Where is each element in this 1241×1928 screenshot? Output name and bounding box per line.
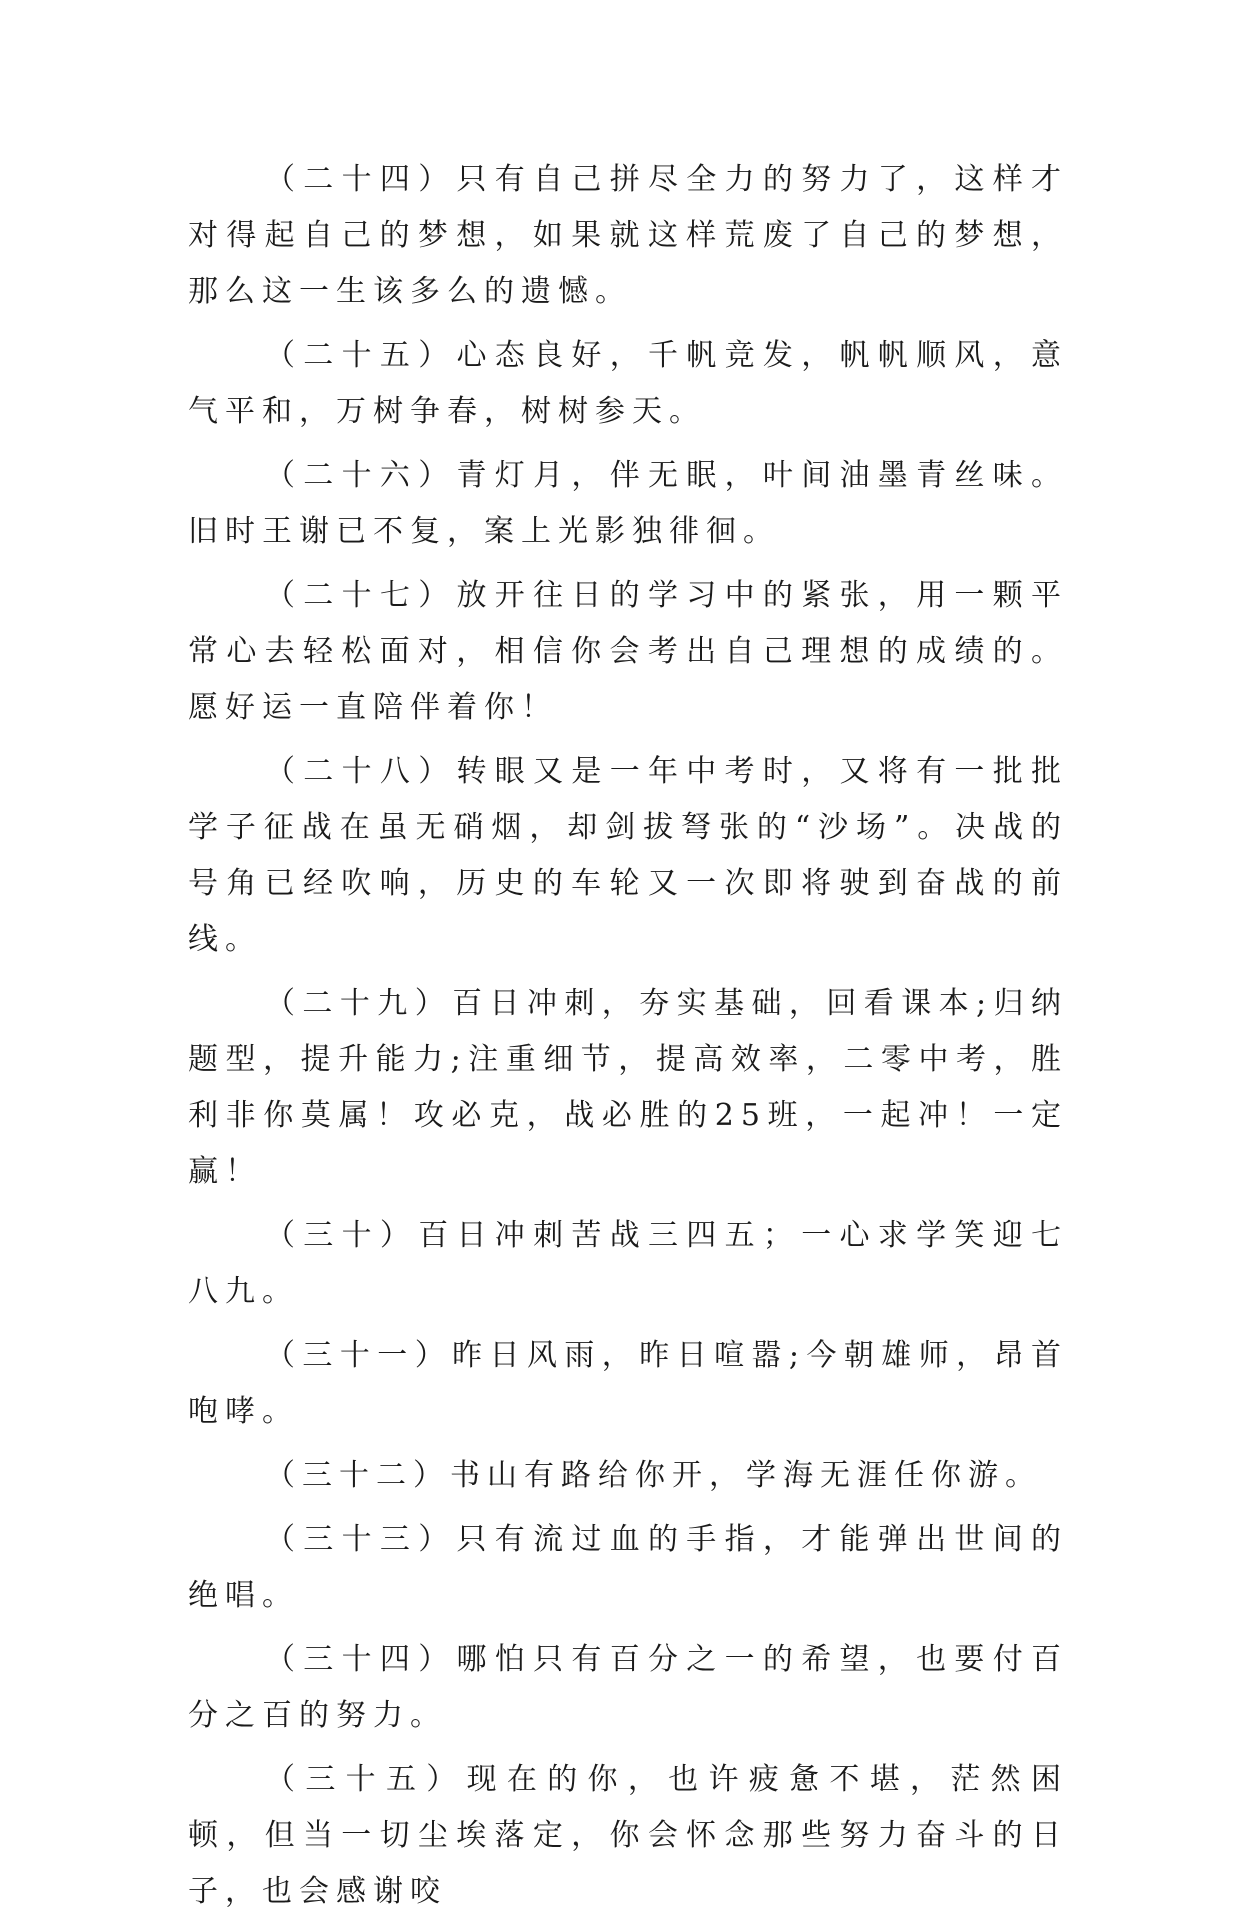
document-body <box>188 152 1068 1928</box>
paragraph-25: （二十五）心态良好，千帆竞发，帆帆顺风，意气平和，万树争春，树树参天。 <box>188 338 1068 429</box>
paragraph-33: （三十三）只有流过血的手指，才能弹出世间的绝唱。 <box>188 1522 1068 1613</box>
paragraph-32: （三十二）书山有路给你开，学海无涯任你游。 <box>265 1458 1042 1493</box>
paragraph-30: （三十）百日冲刺苦战三四五；一心求学笑迎七八九。 <box>188 1218 1068 1309</box>
paragraph-26: （二十六）青灯月，伴无眠，叶间油墨青丝味。旧时王谢已不复，案上光影独徘徊。 <box>188 458 1068 549</box>
paragraph-35: （三十五）现在的你，也许疲惫不堪，茫然困顿，但当一切尘埃落定，你会怀念那些努力奋斗的日子，也会感谢咬 <box>188 1762 1068 1909</box>
paragraph-34: （三十四）哪怕只有百分之一的希望，也要付百分之百的努力。 <box>188 1642 1068 1733</box>
paragraph-27: （二十七）放开往日的学习中的紧张，用一颗平常心去轻松面对，相信你会考出自己理想的成绩的。愿好运一直陪伴着你！ <box>188 578 1068 725</box>
paragraph-28: （二十八）转眼又是一年中考时，又将有一批批学子征战在虽无硝烟，却剑拔弩张的“沙场”。决战的号角已经吹响，历史的车轮又一次即将驶到奋战的前线。 <box>188 754 1068 957</box>
paragraph-31: （三十一）昨日风雨，昨日喧嚣;今朝雄师，昂首咆哮。 <box>188 1338 1068 1429</box>
paragraph-24: （二十四）只有自己拼尽全力的努力了，这样才对得起自己的梦想，如果就这样荒废了自己的梦想，那么这一生该多么的遗憾。 <box>188 162 1068 309</box>
paragraph-29: （二十九）百日冲刺，夯实基础，回看课本;归纳题型，提升能力;注重细节，提高效率，二零中考，胜利非你莫属！攻必克，战必胜的25班，一起冲！一定赢！ <box>188 986 1068 1189</box>
